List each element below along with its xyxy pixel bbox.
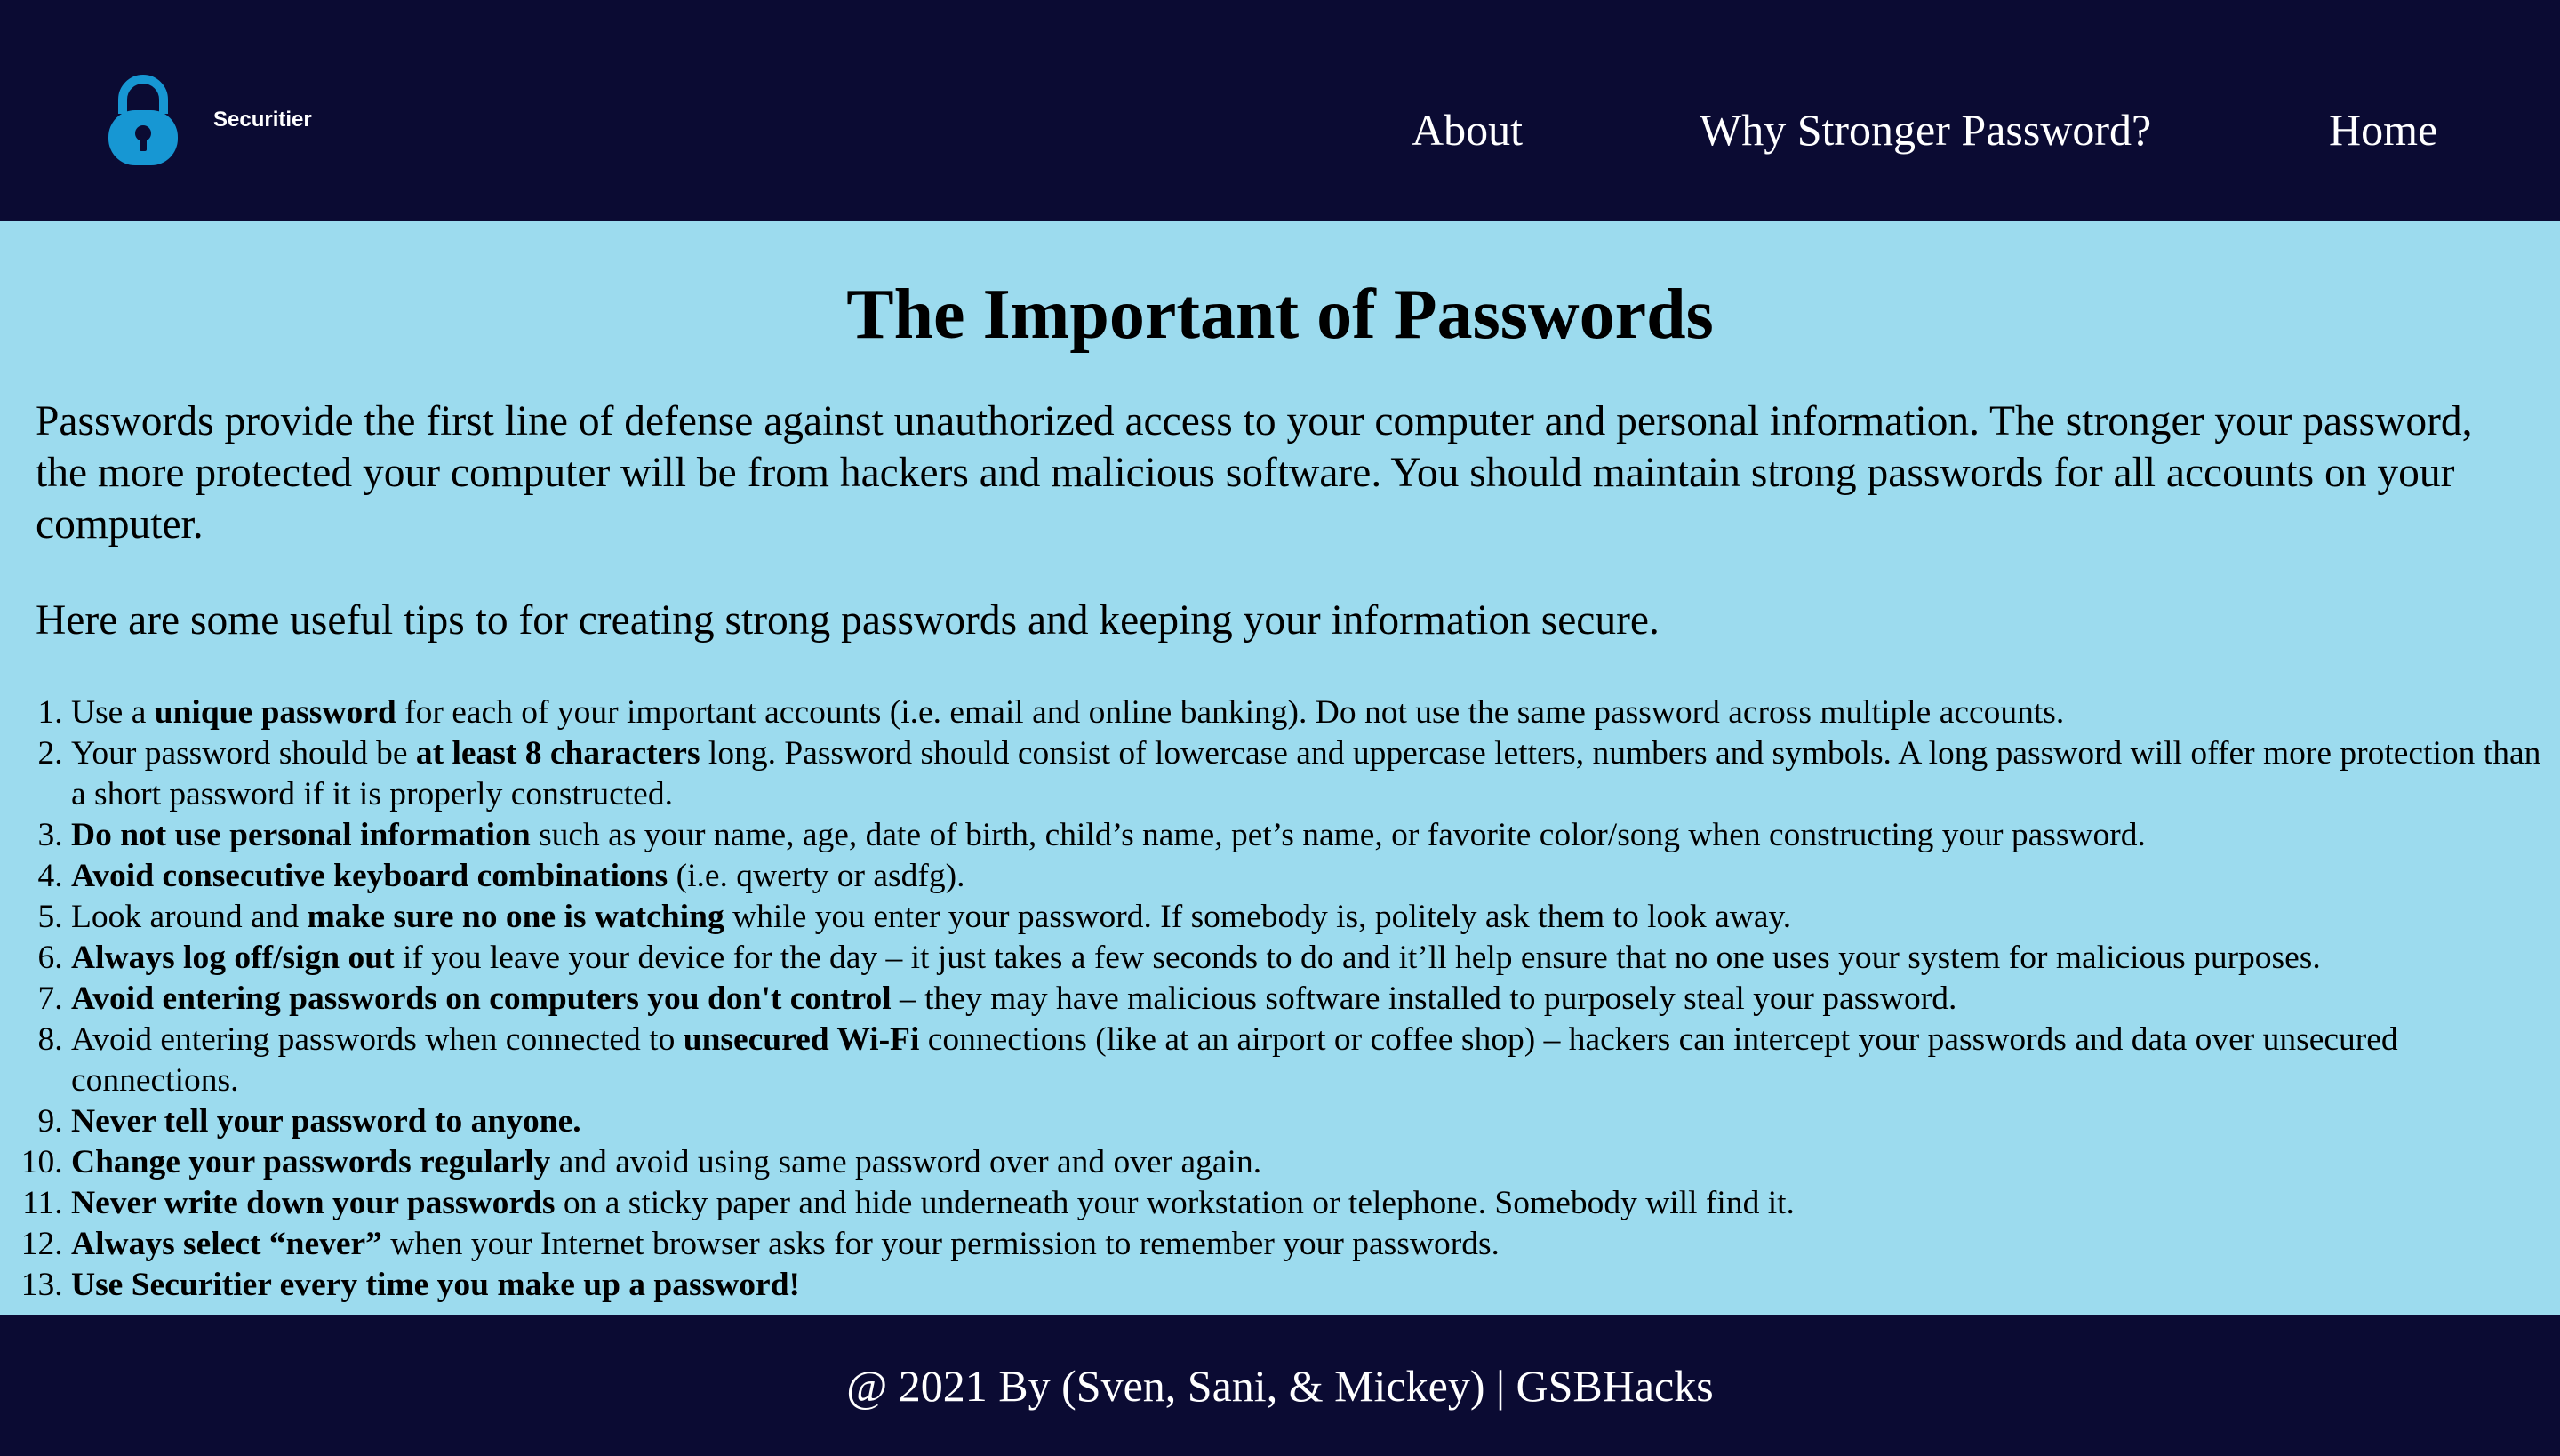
tip-text: when your Internet browser asks for your permission to remember your passwords. <box>381 1226 1500 1262</box>
site-footer <box>0 1315 2560 1456</box>
footer-copyright: @ 2021 By (Sven, Sani, & Mickey) | GSBHacks <box>846 1361 1714 1411</box>
padlock-icon[interactable] <box>107 75 180 165</box>
tip-item <box>71 979 2560 1020</box>
tip-text: Use a <box>71 694 155 731</box>
tip-item <box>71 1020 2560 1101</box>
tip-text: Your password should be <box>71 735 416 772</box>
tip-text: connections (like at an airport or coffee shop) – hackers can intercept your passwords and data over unsecured connections. <box>71 1021 2398 1099</box>
tip-text: Look around and <box>71 899 308 935</box>
tip-emphasis: unique password <box>154 694 396 731</box>
nav-why-stronger-password[interactable]: Why Stronger Password? <box>1700 105 2152 155</box>
tips-list <box>71 692 2560 1306</box>
tip-item <box>71 733 2560 815</box>
tip-text: on a sticky paper and hide underneath your workstation or telephone. Somebody will find it. <box>555 1185 1795 1221</box>
nav-about[interactable]: About <box>1412 105 1523 155</box>
tip-item <box>71 1265 2560 1306</box>
tip-text: – they may have malicious software installed to purposely steal your password. <box>891 980 1957 1017</box>
tip-text: Avoid entering passwords when connected to <box>71 1021 684 1058</box>
tip-emphasis: Avoid entering passwords on computers you don't control <box>71 980 892 1017</box>
tip-item <box>71 1183 2560 1224</box>
tip-item <box>71 815 2560 856</box>
tip-item <box>71 938 2560 979</box>
tip-emphasis: Never tell your password to anyone. <box>71 1103 581 1140</box>
tip-emphasis: make sure no one is watching <box>307 899 724 935</box>
tip-emphasis: Avoid consecutive keyboard combinations <box>71 858 668 894</box>
tip-text: while you enter your password. If somebody is, politely ask them to look away. <box>724 899 1792 935</box>
tip-emphasis: unsecured Wi-Fi <box>683 1021 920 1058</box>
main-content <box>0 221 2560 1315</box>
tip-item <box>71 856 2560 897</box>
tip-text: and avoid using same password over and over again. <box>550 1144 1262 1180</box>
tip-item <box>71 1224 2560 1265</box>
tips-intro: Here are some useful tips to for creating strong passwords and keeping your information secure. <box>36 597 1660 644</box>
tip-emphasis: Use Securitier every time you make up a password! <box>71 1267 801 1303</box>
tip-emphasis: Do not use personal information <box>71 817 531 853</box>
tip-emphasis: Always select “never” <box>71 1226 382 1262</box>
tip-text: such as your name, age, date of birth, child’s name, pet’s name, or favorite color/song when constructing your password. <box>530 817 2146 853</box>
brand-name[interactable]: Securitier <box>213 108 312 132</box>
site-header <box>0 0 2560 221</box>
tip-text: long. Password should consist of lowercase and uppercase letters, numbers and symbols. A long password will offer more protection than a short password if it is properly constructed. <box>71 735 2541 812</box>
tip-item <box>71 1142 2560 1183</box>
page-title: The Important of Passwords <box>846 276 1714 354</box>
intro-paragraph: Passwords provide the first line of defense against unauthorized access to your computer and personal information. The stronger your password, the more protected your computer will be from hackers and malicious software. You should maintain strong passwords for all accounts on your computer. <box>36 398 2473 548</box>
tip-text: (i.e. qwerty or asdfg). <box>668 858 965 894</box>
tip-emphasis: Change your passwords regularly <box>71 1144 551 1180</box>
tip-item <box>71 692 2560 733</box>
tip-text: for each of your important accounts (i.e. email and online banking). Do not use the same password across multiple accounts. <box>396 694 2065 731</box>
nav-home[interactable]: Home <box>2329 105 2438 155</box>
tip-item <box>71 897 2560 938</box>
tip-item <box>71 1101 2560 1142</box>
tip-emphasis: Always log off/sign out <box>71 940 395 976</box>
tip-text: if you leave your device for the day – it just takes a few seconds to do and it’ll help ensure that no one uses your system for malicious purposes. <box>394 940 2321 976</box>
tip-emphasis: Never write down your passwords <box>71 1185 556 1221</box>
tip-emphasis: at least 8 characters <box>415 735 700 772</box>
